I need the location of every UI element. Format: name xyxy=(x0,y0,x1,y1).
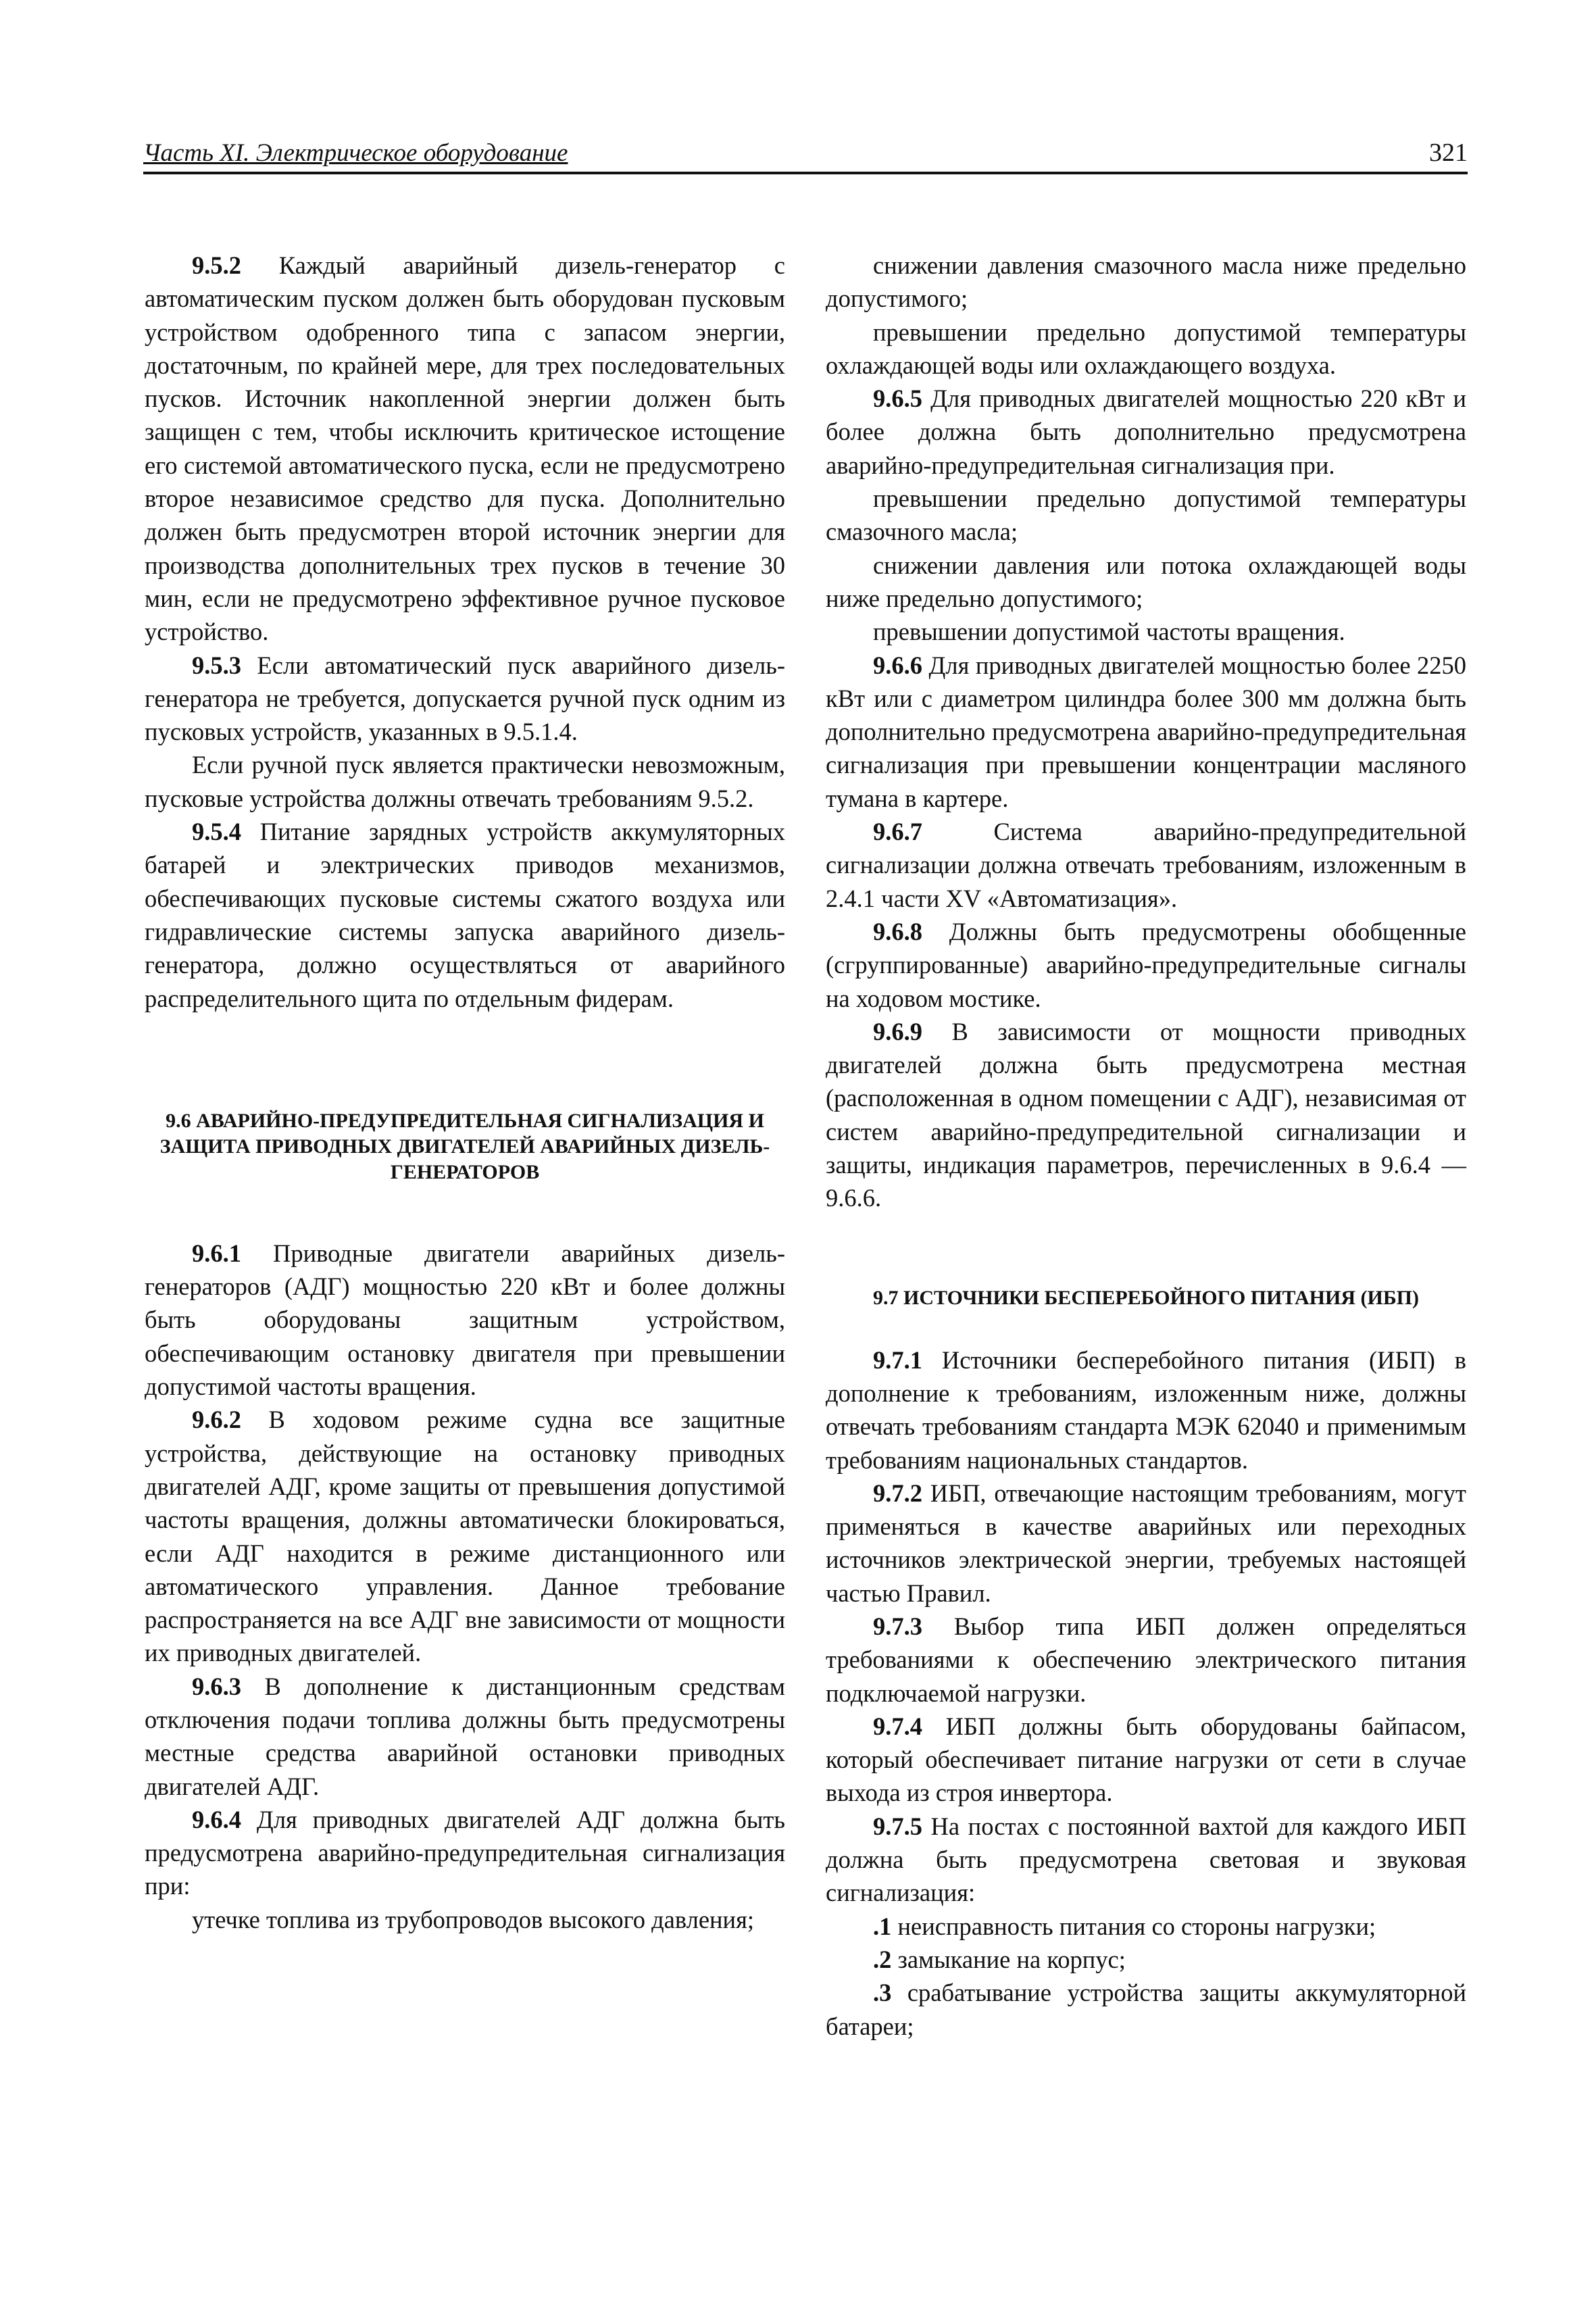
paragraph-9-7-5 xyxy=(826,1810,1466,1910)
clause-number: 9.6.6 xyxy=(873,651,922,679)
list-item-oil-temp: превышении предельно допустимой температуры смазочного масла; xyxy=(826,485,1466,546)
paragraph-9-6-9 xyxy=(826,1015,1466,1215)
left-column xyxy=(145,249,785,1936)
paragraph-text: Для приводных двигателей мощностью более 2250 кВт или с диаметром цилиндра более 300 мм должна быть дополнительно предусмотрена аварийно-предупредительная сигнализация при превышении концентрации масляного тумана в картере. xyxy=(826,651,1466,812)
paragraph-text: На постах с постоянной вахтой для каждого ИБП должна быть предусмотрена световая и звуковая сигнализация: xyxy=(826,1812,1466,1907)
clause-number: 9.6.3 xyxy=(192,1672,241,1700)
spacer xyxy=(145,1185,785,1237)
paragraph-9-6-2 xyxy=(145,1403,785,1669)
paragraph-text: В ходовом режиме судна все защитные устройства, действующие на остановку приводных двигателей АДГ, кроме защиты от превышения допустимой частоты вращения, должны автоматически блокироваться, если АДГ находится в режиме дистанционного или автоматического управления. Данное требование распространяется на все АДГ вне зависимости от мощности их приводных двигателей. xyxy=(145,1406,785,1667)
paragraph-9-5-2 xyxy=(145,249,785,649)
page-header xyxy=(143,132,1468,174)
clause-number: 9.6.9 xyxy=(873,1017,922,1045)
paragraph-text: В дополнение к дистанционным средствам отключения подачи топлива должны быть предусмотрены местные средства аварийной остановки приводных двигателей АДГ. xyxy=(145,1672,785,1800)
spacer xyxy=(826,1311,1466,1343)
spacer xyxy=(826,1215,1466,1285)
paragraph-text: Каждый аварийный дизель-генератор с автоматическим пуском должен быть оборудован пусковым устройством одобренного типа с запасом энергии, достаточным, по крайней мере, для трех последовательных пусков. Источник накопленной энергии должен быть защищен с тем, чтобы исключить критическое истощение его системой автоматического пуска, если не предусмотрено второе независимое средство для пуска. Дополнительно должен быть предусмотрен второй источник энергии для производства дополнительных трех пусков в течение 30 мин, если не предусмотрено эффективное ручное пусковое устройство. xyxy=(145,251,785,646)
paragraph-9-7-3 xyxy=(826,1610,1466,1710)
list-item-2 xyxy=(826,1943,1466,1976)
list-text: срабатывание устройства защиты аккумуляторной батареи; xyxy=(826,1979,1466,2040)
right-column xyxy=(826,249,1466,2043)
list-item-overspeed: превышении допустимой частоты вращения. xyxy=(873,618,1345,646)
clause-number: 9.6.2 xyxy=(192,1406,241,1434)
list-marker: .2 xyxy=(873,1945,892,1973)
clause-number: 9.6.8 xyxy=(873,917,922,945)
paragraph-9-6-5 xyxy=(826,382,1466,482)
paragraph-9-7-4 xyxy=(826,1710,1466,1810)
paragraph-text: Должны быть предусмотрены обобщенные (сгруппированные) аварийно-предупредительные сигналы на ходовом мостике. xyxy=(826,917,1466,1012)
running-title: Часть XI. Электрическое оборудование xyxy=(143,139,568,167)
clause-number: 9.7.3 xyxy=(873,1612,922,1640)
paragraph-text: Для приводных двигателей АДГ должна быть предусмотрена аварийно-предупредительная сигнализация при: xyxy=(145,1805,785,1900)
list-item-1 xyxy=(826,1910,1466,1943)
paragraph-text: Система аварийно-предупредительной сигнализации должна отвечать требованиям, изложенным в 2.4.1 части XV «Автоматизация». xyxy=(826,818,1466,912)
list-item-coolant-temp: превышении предельно допустимой температуры охлаждающей воды или охлаждающего воздуха. xyxy=(826,318,1466,379)
section-heading-9-7: 9.7 ИСТОЧНИКИ БЕСПЕРЕБОЙНОГО ПИТАНИЯ (ИБП) xyxy=(873,1286,1419,1309)
paragraph-9-7-2 xyxy=(826,1477,1466,1610)
paragraph-manual-start: Если ручной пуск является практически невозможным, пусковые устройства должны отвечать требованиям 9.5.2. xyxy=(145,751,785,812)
list-marker: .3 xyxy=(873,1979,892,2007)
list-item-oil-pressure: снижении давления смазочного масла ниже предельно допустимого; xyxy=(826,251,1466,313)
list-item-coolant-pressure: снижении давления или потока охлаждающей воды ниже предельно допустимого; xyxy=(826,551,1466,612)
paragraph-9-6-7 xyxy=(826,815,1466,915)
clause-number: 9.6.5 xyxy=(873,385,922,413)
clause-number: 9.7.4 xyxy=(873,1712,922,1740)
section-heading-9-6: 9.6 АВАРИЙНО-ПРЕДУПРЕДИТЕЛЬНАЯ СИГНАЛИЗАЦИЯ И ЗАЩИТА ПРИВОДНЫХ ДВИГАТЕЛЕЙ АВАРИЙНЫХ ДИЗЕЛЬ-ГЕНЕРАТОРОВ xyxy=(159,1109,770,1183)
paragraph-9-5-3 xyxy=(145,649,785,749)
paragraph-text: ИБП должны быть оборудованы байпасом, который обеспечивает питание нагрузки от сети в случае выхода из строя инвертора. xyxy=(826,1712,1466,1807)
paragraph-text: Выбор типа ИБП должен определяться требованиями к обеспечению электрического питания подключаемой нагрузки. xyxy=(826,1612,1466,1707)
spacer xyxy=(145,1015,785,1108)
paragraph-9-6-8 xyxy=(826,915,1466,1015)
list-text: замыкание на корпус; xyxy=(891,1945,1126,1973)
list-marker: .1 xyxy=(873,1912,892,1940)
paragraph-9-5-4 xyxy=(145,815,785,1015)
paragraph-text: Источники бесперебойного питания (ИБП) в дополнение к требованиям, изложенным ниже, должны отвечать требованиям стандарта МЭК 62040 и применимым требованиям национальных стандартов. xyxy=(826,1345,1466,1474)
paragraph-text: Питание зарядных устройств аккумуляторных батарей и электрических приводов механизмов, обеспечивающих пусковые системы сжатого воздуха или гидравлические системы запуска аварийного дизель-генератора, должно осуществляться от аварийного распределительного щита по отдельным фидерам. xyxy=(145,818,785,1012)
list-item-fuel-leak: утечке топлива из трубопроводов высокого давления; xyxy=(192,1905,755,1933)
paragraph-text: Для приводных двигателей мощностью 220 кВт и более должна быть дополнительно предусмотрена аварийно-предупредительная сигнализация при. xyxy=(826,385,1466,479)
clause-number: 9.5.4 xyxy=(192,818,241,846)
clause-number: 9.7.5 xyxy=(873,1812,922,1840)
clause-number: 9.7.2 xyxy=(873,1479,922,1507)
paragraph-9-6-1 xyxy=(145,1237,785,1403)
clause-number: 9.6.4 xyxy=(192,1805,241,1833)
list-item-3 xyxy=(826,1976,1466,2043)
list-text: неисправность питания со стороны нагрузки; xyxy=(891,1912,1376,1940)
paragraph-text: В зависимости от мощности приводных двигателей должна быть предусмотрена местная (расположенная в одном помещении с АДГ), независимая от систем аварийно-предупредительной сигнализации и защиты, индикация параметров, перечисленных в 9.6.4 — 9.6.6. xyxy=(826,1017,1466,1212)
paragraph-9-6-4 xyxy=(145,1803,785,1903)
clause-number: 9.6.1 xyxy=(192,1239,241,1267)
clause-number: 9.5.2 xyxy=(192,251,241,279)
page-number: 321 xyxy=(1429,139,1468,167)
clause-number: 9.6.7 xyxy=(873,818,922,846)
paragraph-text: ИБП, отвечающие настоящим требованиям, могут применяться в качестве аварийных или переходных источников электрической энергии, требуемых настоящей частью Правил. xyxy=(826,1479,1466,1607)
paragraph-text: Если автоматический пуск аварийного дизель-генератора не требуется, допускается ручной пуск одним из пусковых устройств, указанных в 9.5.1.4. xyxy=(145,651,785,746)
paragraph-9-6-3 xyxy=(145,1670,785,1803)
paragraph-9-7-1 xyxy=(826,1343,1466,1477)
paragraph-9-6-6 xyxy=(826,649,1466,815)
clause-number: 9.5.3 xyxy=(192,651,241,679)
paragraph-text: Приводные двигатели аварийных дизель-генераторов (АДГ) мощностью 220 кВт и более должны быть оборудованы защитным устройством, обеспечивающим остановку двигателя при превышении допустимой частоты вращения. xyxy=(145,1239,785,1401)
clause-number: 9.7.1 xyxy=(873,1345,922,1374)
